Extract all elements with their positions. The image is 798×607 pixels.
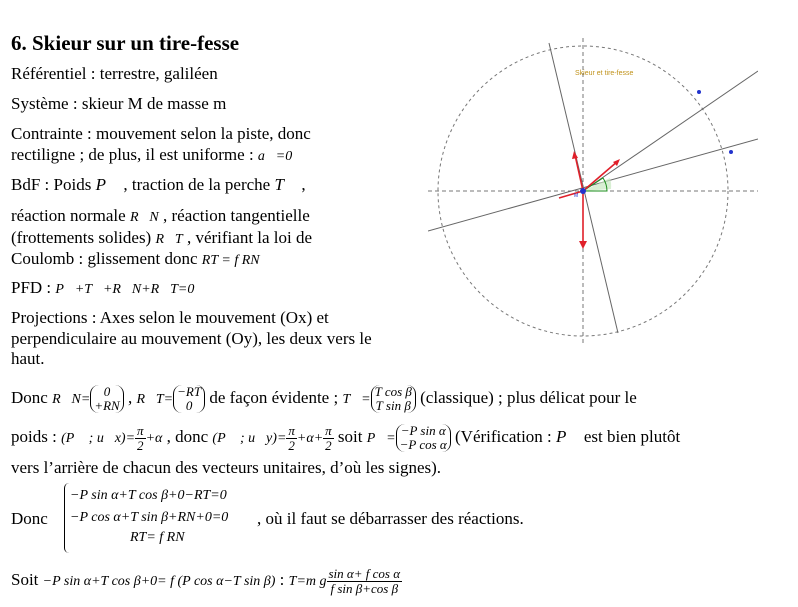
plutot-text: est bien plutôt [583, 427, 681, 446]
figure-label: Skieur et tire-fesse [575, 70, 634, 77]
tension-fraction [327, 567, 403, 596]
donc-label: Donc [11, 388, 48, 407]
p-x: −P sin α [400, 423, 446, 439]
soit-label: Soit [11, 570, 39, 589]
tension-denominator: f sin β+cos β [330, 580, 399, 596]
bdf-label: BdF : Poids [11, 175, 92, 194]
pole-point [697, 90, 701, 94]
donc-text: , donc [166, 427, 209, 446]
evident-text: de façon évidente ; [209, 388, 339, 407]
frac-num: π [137, 422, 144, 438]
pi-over-2-a [135, 424, 146, 453]
classique-text: (classique) ; plus délicat pour le [420, 388, 637, 407]
rn-components [90, 385, 123, 413]
bdf-comma: , [301, 175, 306, 194]
reaction-normal-text: réaction normale [11, 206, 126, 225]
weight-vector: P⃗ [95, 175, 120, 194]
rt-x: −RT [177, 384, 202, 400]
system-eq-3: RT= f RN [130, 530, 185, 545]
vers-line: vers l’arrière de chacun des vecteurs unitaires, d’où les signes). [11, 458, 442, 477]
tangential-reaction-vector: R⃗T [155, 232, 183, 247]
acceleration-equation: a⃗=0⃗ [257, 149, 304, 164]
rt-vector-label: R⃗T= [136, 392, 174, 407]
normal-reaction-vector: R⃗N [129, 210, 159, 225]
pole-line [583, 71, 758, 191]
normal-arrow [575, 155, 583, 191]
system-brace [64, 483, 69, 553]
p-vector: P⃗ [556, 427, 580, 446]
p-y: −P cos α [399, 437, 447, 453]
reactions-text: , où il faut se débarrasser des réactions. [257, 509, 524, 528]
pi-over-2-c [323, 424, 334, 453]
poids-label: poids : [11, 427, 57, 446]
projections-line-3: haut. [11, 349, 45, 368]
pi-over-2-b [286, 424, 297, 453]
soit-text: soit [337, 427, 363, 446]
donc2-label: Donc [11, 509, 48, 528]
soit-line [11, 560, 402, 600]
weight-arrowhead [579, 241, 587, 249]
rn-x: 0 [103, 384, 111, 400]
contrainte-line-1: Contrainte : mouvement selon la piste, donc [11, 124, 311, 143]
bdf-traction-text: , traction de la perche [123, 175, 271, 194]
angle-px: (P⃗ ; u⃗x)= [61, 431, 136, 446]
poids-line [11, 418, 680, 456]
frac-num: π [288, 422, 295, 438]
contrainte-text: rectiligne ; de plus, il est uniforme : [11, 145, 254, 164]
combined-equation: −P sin α+T cos β+0= f (P cos α−T sin β) [42, 574, 276, 589]
verification-text: (Vérification : [455, 427, 552, 446]
bdf-line [11, 175, 306, 195]
p-components [396, 424, 451, 452]
reaction-tangential-text: , réaction tangentielle [162, 206, 310, 225]
angle-py-mid: +α+ [296, 431, 324, 446]
skier-label: M [574, 193, 579, 199]
frac-den: 2 [288, 437, 295, 453]
system-eq-2: −P cos α+T sin β+RN+0=0 [70, 510, 229, 525]
t-vector-label: T⃗= [342, 392, 371, 407]
rt-y: 0 [185, 398, 193, 414]
frac-num: π [325, 422, 332, 438]
contrainte-line-2 [11, 145, 303, 167]
coulomb-line [11, 249, 260, 271]
angle-py: (P⃗ ; u⃗y)= [212, 431, 287, 446]
systeme-line: Système : skieur M de masse m [11, 94, 227, 113]
frottements-text: (frottements solides) [11, 228, 152, 247]
reaction-line-2 [11, 228, 312, 250]
referentiel-line: Référentiel : terrestre, galiléen [11, 64, 218, 83]
loi-text: , vérifiant la loi de [186, 228, 313, 247]
traction-vector: T⃗ [274, 175, 298, 194]
frac-den: 2 [325, 437, 332, 453]
projections-line-2: perpendiculaire au mouvement (Oy), les deux vers le [11, 329, 372, 348]
pfd-equation: P⃗+T⃗+R⃗N+R⃗T=0⃗ [55, 282, 206, 297]
ski-lift-figure [428, 33, 758, 343]
reaction-line-1 [11, 206, 310, 228]
tension-numerator: sin α+ f cos α [328, 565, 401, 581]
colon: : [279, 570, 285, 589]
rn-y: +RN [94, 398, 120, 414]
rn-vector-label: R⃗N= [52, 392, 91, 407]
vectors-line [11, 378, 637, 418]
frac-den: 2 [137, 437, 144, 453]
skier-point [580, 188, 586, 194]
pfd-label: PFD : [11, 278, 52, 297]
section-title: 6. Skieur sur un tire-fesse [11, 31, 240, 55]
rt-components [173, 385, 205, 413]
comma: , [127, 388, 133, 407]
p-vector-label: P⃗= [366, 431, 396, 446]
angle-px-tail: +α [145, 431, 163, 446]
coulomb-text: Coulomb : glissement donc [11, 249, 198, 268]
coulomb-law: RT = f RN [201, 253, 260, 268]
system-eq-1: −P sin α+T cos β+0−RT=0 [70, 488, 227, 503]
t-y: T sin β [375, 398, 411, 414]
pfd-line [11, 278, 205, 300]
tension-lhs: T=m g [288, 574, 327, 589]
slope-point [729, 150, 733, 154]
t-x: T cos β [374, 384, 412, 400]
friction-arrow [559, 191, 583, 198]
t-components [371, 385, 416, 413]
projections-line-1: Projections : Axes selon le mouvement (Ox) et [11, 308, 329, 327]
